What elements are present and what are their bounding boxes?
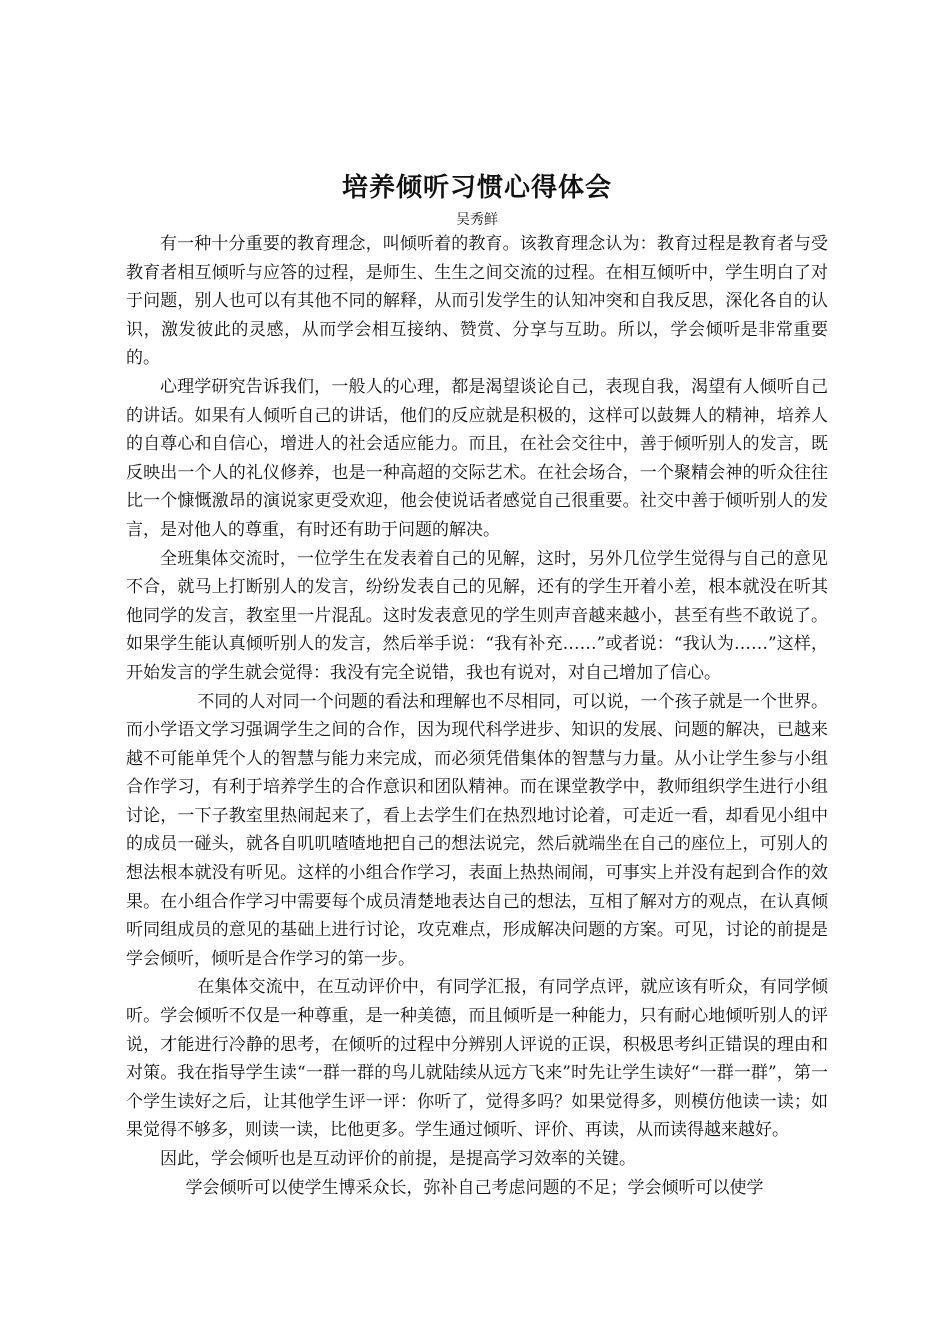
paragraph: 在集体交流中，在互动评价中，有同学汇报，有同学点评，就应该有听众，有同学倾听。学会倾听不仅是一种尊重，是一种美德，而且倾听是一种能力，只有耐心地倾听别人的评说，才能进行冷静的思考，在倾听的过程中分辨别人评说的正误，积极思考纠正错误的理由和对策。我在指导学生读“一群一群的鸟儿就陆续从远方飞来”时先让学生读好“一群一群”，第一个学生读好之后，让其他学生评一评：你听了，觉得多吗？如果觉得多，则模仿他读一读；如果觉得不够多，则读一读，比他更多。学生通过倾听、评价、再读，从而读得越来越好。 [126, 977, 828, 1141]
paragraph: 因此，学会倾听也是互动评价的前提，是提高学习效率的关键。 [160, 1149, 636, 1169]
paragraph: 全班集体交流时，一位学生在发表着自己的见解，这时，另外几位学生觉得与自己的意见不合，就马上打断别人的发言，纷纷发表自己的见解，还有的学生开着小差，根本就没在听其他同学的发言，教室里一片混乱。这时发表意见的学生则声音越来越小，甚至有些不敢说了。如果学生能认真倾听别人的发言，然后举手说：“我有补充……”或者说：“我认为……”这样，开始发言的学生就会觉得：我没有完全说错，我也有说对，对自己增加了信心。 [126, 548, 828, 683]
paragraph: 学会倾听可以使学生博采众长，弥补自己考虑问题的不足；学会倾听可以使学 [185, 1177, 764, 1198]
document-title: 培养倾听习惯心得体会 [341, 173, 612, 203]
paragraph: 心理学研究告诉我们，一般人的心理，都是渴望谈论自己，表现自我，渴望有人倾听自己的讲话。如果有人倾听自己的讲话，他们的反应就是积极的，这样可以鼓舞人的精神，培养人的自尊心和自信心，增进人的社会适应能力。而且，在社会交往中，善于倾听别人的发言，既反映出一个人的礼仪修养，也是一种高超的交际艺术。在社会场合，一个聚精会神的听众往往比一个慷慨激昂的演说家更受欢迎，他会使说话者感觉自己很重要。社交中善于倾听别人的发言，是对他人的尊重，有时还有助于问题的解决。 [126, 376, 828, 540]
paragraph: 有一种十分重要的教育理念，叫倾听着的教育。该教育理念认为：教育过程是教育者与受教育者相互倾听与应答的过程，是师生、生生之间交流的过程。在相互倾听中，学生明白了对于问题，别人也可以有其他不同的解释，从而引发学生的认知冲突和自我反思，深化各自的认识，激发彼此的灵感，从而学会相互接纳、赞赏、分享与互助。所以，学会倾听是非常重要的。 [126, 234, 828, 369]
document-page [126, 168, 828, 1202]
paragraph: 不同的人对同一个问题的看法和理解也不尽相同，可以说，一个孩子就是一个世界。而小学语文学习强调学生之间的合作，因为现代科学进步、知识的发展、问题的解决，已越来越不可能单凭个人的智慧与能力来完成，而必须凭借集体的智慧与力量。从小让学生参与小组合作学习，有利于培养学生的合作意识和团队精神。而在课堂教学中，教师组织学生进行小组讨论，一下子教室里热闹起来了，看上去学生们在热烈地讨论着，可走近一看，却看见小组中的成员一碰头，就各自叽叽喳喳地把自己的想法说完，然后就端坐在自己的座位上，可别人的想法根本就没有听见。这样的小组合作学习，表面上热热闹闹，可事实上并没有起到合作的效果。在小组合作学习中需要每个成员清楚地表达自己的想法，互相了解对方的观点，在认真倾听同组成员的意见的基础上进行讨论，攻克难点，形成解决问题的方案。可见，讨论的前提是学会倾听，倾听是合作学习的第一步。 [126, 691, 828, 969]
document-author: 吴秀鲜 [456, 212, 498, 228]
